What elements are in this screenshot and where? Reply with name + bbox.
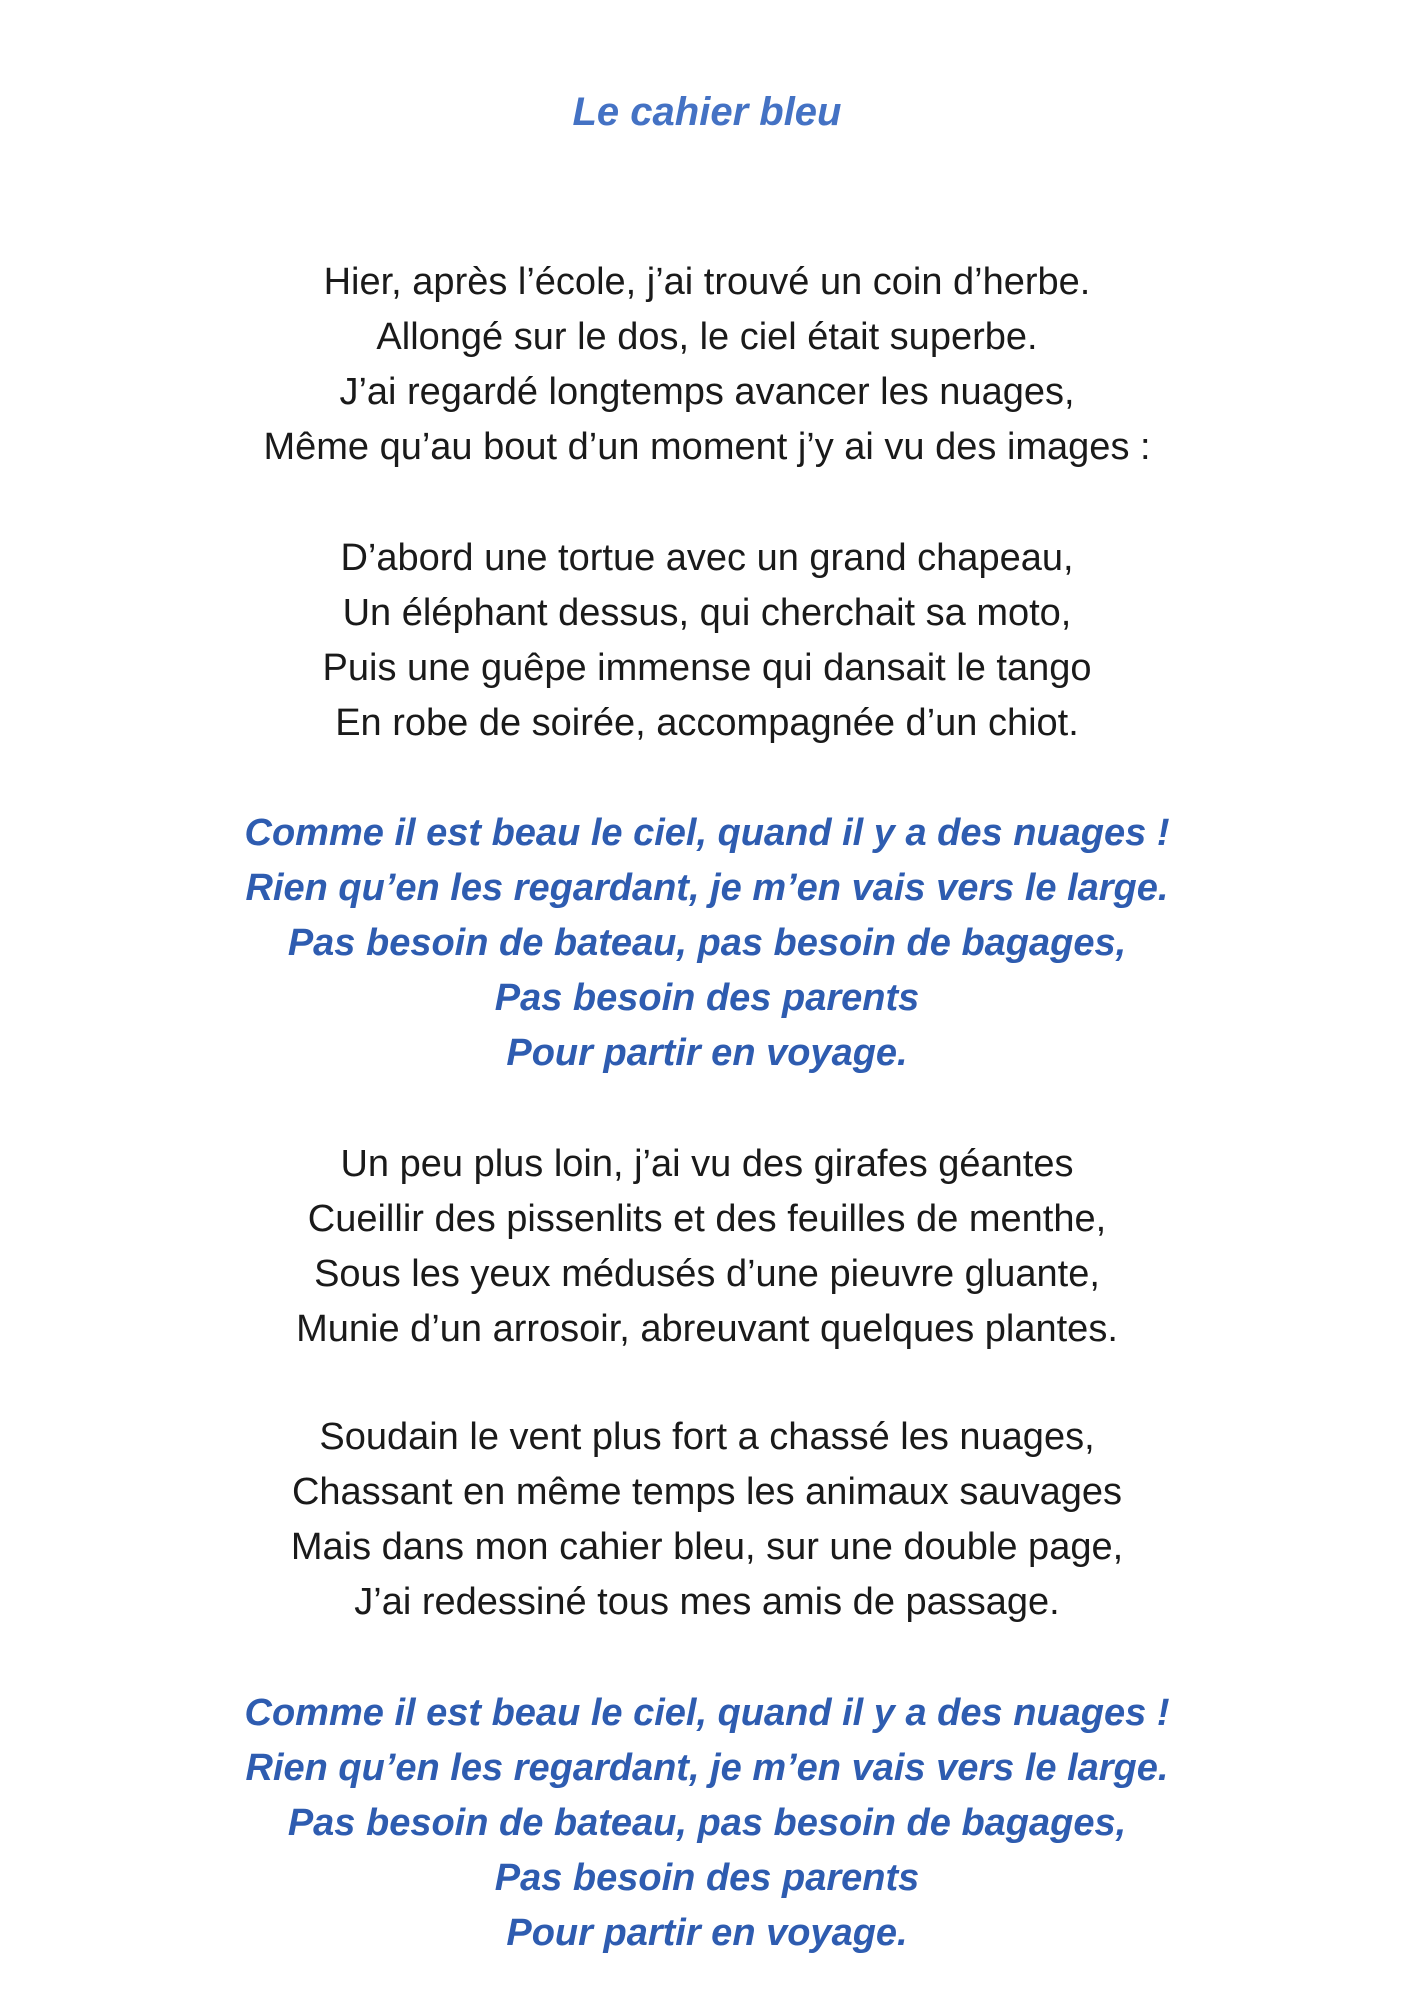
- chorus-line: Pas besoin de bateau, pas besoin de bagages,: [287, 1802, 1127, 1844]
- poem-line: Hier, après l’école, j’ai trouvé un coin d’herbe.: [323, 261, 1091, 303]
- poem-line: Puis une guêpe immense qui dansait le tango: [322, 647, 1092, 689]
- chorus-line: Pas besoin de bateau, pas besoin de bagages,: [287, 922, 1127, 964]
- chorus-line: Pour partir en voyage.: [506, 1032, 908, 1074]
- chorus-line: Rien qu’en les regardant, je m’en vais vers le large.: [245, 1747, 1169, 1789]
- poem-line: Un éléphant dessus, qui cherchait sa moto,: [342, 592, 1072, 634]
- poem-line: J’ai regardé longtemps avancer les nuages,: [339, 371, 1075, 413]
- stanza-1: [0, 255, 1414, 475]
- stanza-4: [0, 1410, 1414, 1630]
- poem-line: Même qu’au bout d’un moment j’y ai vu des images :: [263, 426, 1151, 468]
- poem-title: Le cahier bleu: [572, 90, 842, 134]
- poem-line: Soudain le vent plus fort a chassé les nuages,: [319, 1416, 1095, 1458]
- poem-line: Allongé sur le dos, le ciel était superbe.: [376, 316, 1038, 358]
- stanza-3: [0, 1137, 1414, 1357]
- stanza-2: [0, 531, 1414, 751]
- chorus-line: Pas besoin des parents: [494, 1857, 920, 1899]
- chorus-2: [0, 1686, 1414, 1961]
- poem-line: Mais dans mon cahier bleu, sur une double page,: [290, 1526, 1124, 1568]
- poem-line: Chassant en même temps les animaux sauvages: [291, 1471, 1123, 1513]
- poem-line: Cueillir des pissenlits et des feuilles de menthe,: [307, 1198, 1107, 1240]
- poem-line: Un peu plus loin, j’ai vu des girafes géantes: [340, 1143, 1074, 1185]
- poem-line: D’abord une tortue avec un grand chapeau,: [340, 537, 1074, 579]
- poem-line: En robe de soirée, accompagnée d’un chiot.: [335, 702, 1079, 744]
- chorus-1: [0, 806, 1414, 1081]
- poem-line: Sous les yeux médusés d’une pieuvre gluante,: [314, 1253, 1100, 1295]
- chorus-line: Rien qu’en les regardant, je m’en vais vers le large.: [245, 867, 1169, 909]
- chorus-line: Comme il est beau le ciel, quand il y a des nuages !: [244, 812, 1170, 854]
- chorus-line: Pas besoin des parents: [494, 977, 920, 1019]
- poem-line: J’ai redessiné tous mes amis de passage.: [354, 1581, 1060, 1623]
- chorus-line: Comme il est beau le ciel, quand il y a des nuages !: [244, 1692, 1170, 1734]
- chorus-line: Pour partir en voyage.: [506, 1912, 908, 1954]
- poem-line: Munie d’un arrosoir, abreuvant quelques plantes.: [296, 1308, 1118, 1350]
